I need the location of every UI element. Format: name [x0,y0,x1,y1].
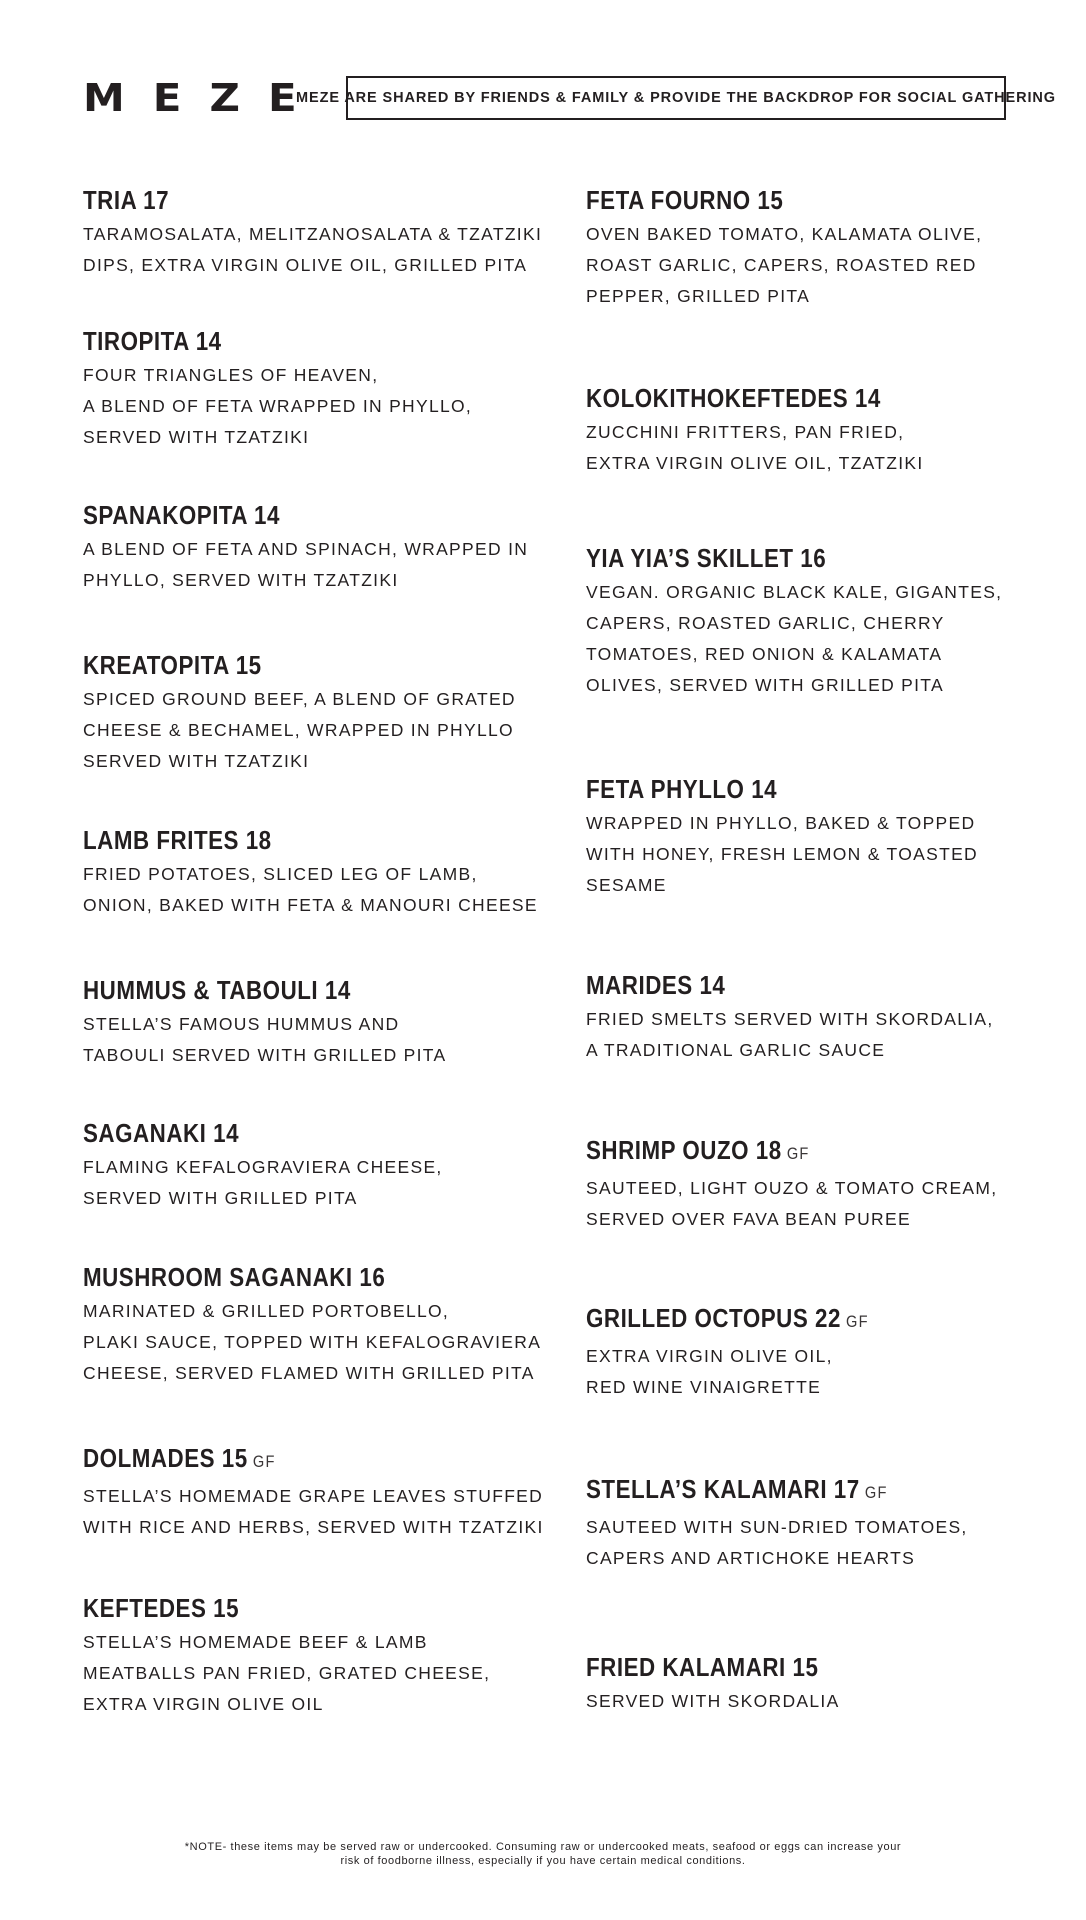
menu-item-description-line: FLAMING KEFALOGRAVIERA CHEESE, [83,1157,443,1177]
menu-item-price: 22 [814,1303,841,1333]
menu-item-title [83,1443,487,1477]
menu-item-name: TIROPITA [83,326,189,356]
menu-item-description-line: STELLA’S HOMEMADE BEEF & LAMB [83,1632,428,1652]
menu-item-price: 14 [324,975,351,1005]
menu-item-description-line: WITH HONEY, FRESH LEMON & TOASTED [586,844,978,864]
menu-item-price: 15 [757,185,784,215]
menu-item [83,500,553,596]
menu-item-description-line: CHEESE & BECHAMEL, WRAPPED IN PHYLLO [83,720,514,740]
menu-item-title [586,774,999,804]
menu-item-description-line: OVEN BAKED TOMATO, KALAMATA OLIVE, [586,224,983,244]
menu-item [586,1303,1066,1403]
meze-logo: MEZE [83,75,325,121]
menu-item-name: LAMB FRITES [83,825,239,855]
menu-item [83,1118,553,1214]
menu-item [586,185,1066,312]
gluten-free-badge: GF [846,1312,869,1331]
menu-item [83,185,553,281]
menu-item-title [83,1262,487,1292]
menu-item-description-line: EXTRA VIRGIN OLIVE OIL, TZATZIKI [586,453,924,473]
menu-item-description-line: CAPERS, ROASTED GARLIC, CHERRY [586,613,945,633]
menu-item-description-line: SPICED GROUND BEEF, A BLEND OF GRATED [83,689,516,709]
menu-item-description-line: EXTRA VIRGIN OLIVE OIL, [586,1346,833,1366]
menu-item-description-line: PEPPER, GRILLED PITA [586,286,811,306]
menu-item-description-line: FRIED POTATOES, SLICED LEG OF LAMB, [83,864,478,884]
menu-item-description-line: PHYLLO, SERVED WITH TZATZIKI [83,570,399,590]
menu-item-price: 15 [235,650,262,680]
menu-item-description-line: A BLEND OF FETA WRAPPED IN PHYLLO, [83,396,473,416]
menu-item-title [586,970,999,1000]
tagline-text: MEZE ARE SHARED BY FRIENDS & FAMILY & PROVIDE THE BACKDROP FOR SOCIAL GATHERING [296,90,1056,106]
menu-item-title [586,543,999,573]
menu-item-description-line: TABOULI SERVED WITH GRILLED PITA [83,1045,447,1065]
gluten-free-badge: GF [252,1452,276,1471]
note-line-1: *NOTE- these items may be served raw or undercooked. Consuming raw or undercooked meats, seafood or eggs can increase your [184,1841,902,1853]
menu-item-price: 17 [143,185,170,215]
menu-item-description-line: A TRADITIONAL GARLIC SAUCE [586,1040,886,1060]
menu-item-name: KEFTEDES [83,1593,207,1623]
menu-item [83,825,553,921]
menu-item-title [586,1652,999,1682]
menu-item-description-line: TARAMOSALATA, MELITZANOSALATA & TZATZIKI [83,224,543,244]
menu-item-name: YIA YIA’S SKILLET [586,543,794,573]
menu-item-description-line: MARINATED & GRILLED PORTOBELLO, [83,1301,450,1321]
menu-item-name: STELLA’S KALAMARI [586,1474,828,1504]
menu-item-description-line: VEGAN. ORGANIC BLACK KALE, GIGANTES, [586,582,1003,602]
menu-item [586,970,1066,1066]
menu-item [586,774,1066,901]
menu-item-description-line: SERVED OVER FAVA BEAN PUREE [586,1209,911,1229]
menu-item-name: SAGANAKI [83,1118,207,1148]
menu-item [586,1652,1066,1717]
menu-item-price: 14 [213,1118,240,1148]
menu-item-description-line: OLIVES, SERVED WITH GRILLED PITA [586,675,944,695]
menu-header [0,0,1086,140]
menu-item-description-line: ZUCCHINI FRITTERS, PAN FRIED, [586,422,905,442]
menu-item-title [83,650,487,680]
menu-item-description-line: SAUTEED, LIGHT OUZO & TOMATO CREAM, [586,1178,998,1198]
menu-item-name: FETA PHYLLO [586,774,745,804]
menu-item-description-line: PLAKI SAUCE, TOPPED WITH KEFALOGRAVIERA [83,1332,542,1352]
menu-item-title [586,383,999,413]
menu-item-name: SPANAKOPITA [83,500,248,530]
tagline-box [296,76,1056,120]
menu-item-name: KOLOKITHOKEFTEDES [586,383,849,413]
menu-item [83,326,553,453]
menu-item-name: MARIDES [586,970,693,1000]
menu-item-description-line: CHEESE, SERVED FLAMED WITH GRILLED PITA [83,1363,535,1383]
menu-item-description-line: EXTRA VIRGIN OLIVE OIL [83,1694,324,1714]
menu-item-title [83,185,487,215]
menu-item-description-line: SESAME [586,875,667,895]
menu-item-title [586,185,999,215]
menu-item [83,975,553,1071]
menu-item [586,383,1066,479]
menu-item-name: HUMMUS & TABOULI [83,975,319,1005]
menu-item-description-line: MEATBALLS PAN FRIED, GRATED CHEESE, [83,1663,491,1683]
menu-item [586,543,1066,701]
menu-item-description-line: WITH RICE AND HERBS, SERVED WITH TZATZIKI [83,1517,544,1537]
menu-item-description-line: A BLEND OF FETA AND SPINACH, WRAPPED IN [83,539,529,559]
menu-item [586,1474,1066,1574]
menu-item-description-line: SERVED WITH TZATZIKI [83,427,310,447]
menu-item-title [83,975,487,1005]
menu-item-description-line: RED WINE VINAIGRETTE [586,1377,822,1397]
menu-item-title [83,326,487,356]
menu-item [586,1135,1066,1235]
menu-item-price: 17 [833,1474,860,1504]
menu-item-price: 14 [699,970,726,1000]
menu-item-title [586,1474,999,1508]
menu-item [83,1262,553,1389]
menu-item-name: TRIA [83,185,137,215]
menu-item-description-line: ONION, BAKED WITH FETA & MANOURI CHEESE [83,895,538,915]
menu-item-price: 18 [755,1135,782,1165]
gluten-free-badge: GF [864,1483,888,1502]
menu-item-price: 14 [254,500,280,530]
menu-item-description-line: SAUTEED WITH SUN-DRIED TOMATOES, [586,1517,968,1537]
menu-item-price: 15 [221,1443,248,1473]
menu-item-name: KREATOPITA [83,650,229,680]
menu-item-price: 16 [800,543,827,573]
menu-item-description-line: FOUR TRIANGLES OF HEAVEN, [83,365,379,385]
menu-item-name: SHRIMP OUZO [586,1135,750,1165]
menu-item-description-line: ROAST GARLIC, CAPERS, ROASTED RED [586,255,977,275]
menu-item-title [83,825,487,855]
menu-item-name: FRIED KALAMARI [586,1652,786,1682]
menu-item-description-line: TOMATOES, RED ONION & KALAMATA [586,644,943,664]
menu-item-price: 15 [213,1593,240,1623]
menu-item-title [83,1593,487,1623]
menu-item-price: 14 [751,774,778,804]
menu-item-price: 16 [359,1262,386,1292]
menu-item-description-line: STELLA’S FAMOUS HUMMUS AND [83,1014,400,1034]
menu-item-price: 14 [195,326,222,356]
menu-item-price: 14 [854,383,881,413]
menu-item-price: 18 [245,825,272,855]
menu-item-title [83,1118,487,1148]
menu-item [83,650,553,777]
menu-item-title [83,500,487,530]
note-line-2: risk of foodborne illness, especially if you have certain medical conditions. [340,1855,746,1867]
menu-item-name: GRILLED OCTOPUS [586,1303,809,1333]
menu-item-name: MUSHROOM SAGANAKI [83,1262,353,1292]
raw-food-note [0,1840,1086,1868]
menu-item-price: 15 [792,1652,819,1682]
menu-item-description-line: SERVED WITH GRILLED PITA [83,1188,358,1208]
menu-item-description-line: WRAPPED IN PHYLLO, BAKED & TOPPED [586,813,976,833]
gluten-free-badge: GF [786,1144,810,1163]
menu-item-title [586,1135,999,1169]
menu-item [83,1443,553,1543]
menu-item-description-line: SERVED WITH TZATZIKI [83,751,310,771]
menu-item [83,1593,553,1720]
menu-item-name: FETA FOURNO [586,185,751,215]
menu-item-name: DOLMADES [83,1443,216,1473]
menu-item-description-line: DIPS, EXTRA VIRGIN OLIVE OIL, GRILLED PITA [83,255,528,275]
menu-item-description-line: FRIED SMELTS SERVED WITH SKORDALIA, [586,1009,994,1029]
menu-item-description-line: CAPERS AND ARTICHOKE HEARTS [586,1548,916,1568]
menu-item-title [586,1303,999,1337]
menu-item-description-line: SERVED WITH SKORDALIA [586,1691,840,1711]
menu-item-description-line: STELLA’S HOMEMADE GRAPE LEAVES STUFFED [83,1486,544,1506]
